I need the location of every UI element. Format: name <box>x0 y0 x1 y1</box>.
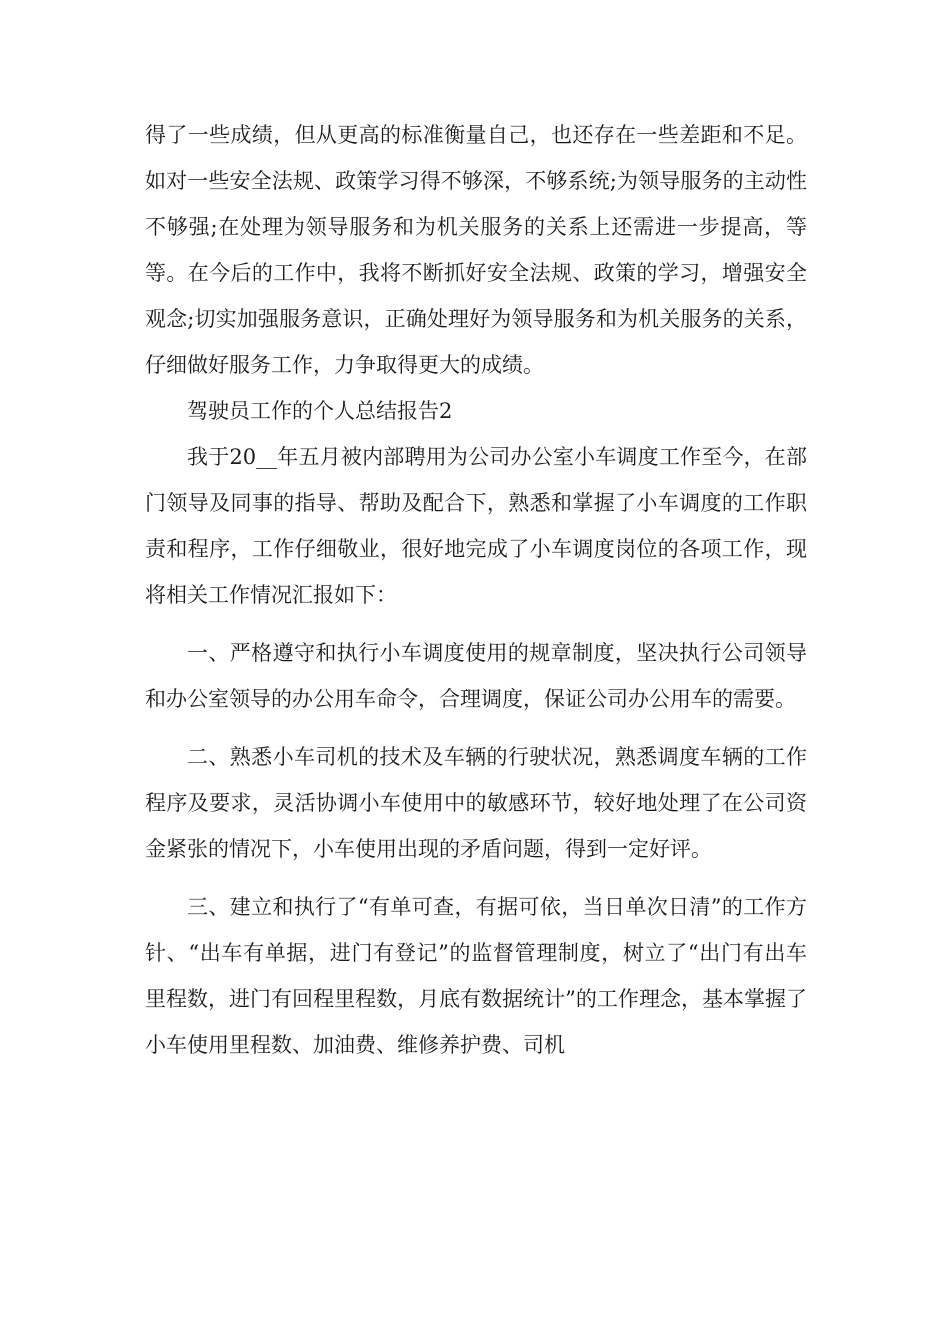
paragraph-item-1: 一、严格遵守和执行小车调度使用的规章制度，坚决执行公司领导和办公室领导的办公用车命令，合理调度，保证公司办公用车的需要。 <box>145 641 807 711</box>
paragraph-continued: 得了一些成绩，但从更高的标准衡量自己，也还存在一些差距和不足。如对一些安全法规、政策学习得不够深，不够系统;为领导服务的主动性不够强;在处理为领导服务和为机关服务的关系上还需进一步提高，等等。在今后的工作中，我将不断抓好安全法规、政策的学习，增强安全观念;切实加强服务意识，正确处理好为领导服务和为机关服务的关系，仔细做好服务工作，力争取得更大的成绩。 <box>145 123 807 377</box>
paragraph-item-3: 三、建立和执行了“有单可查，有据可依，当日单次日清”的工作方针、“出车有单据，进门有登记”的监督管理制度，树立了“出门有出车里程数，进门有回程里程数，月底有数据统计”的工作理念，基本掌握了小车使用里程数、加油费、维修养护费、司机 <box>145 895 807 1057</box>
section-heading: 驾驶员工作的个人总结报告2 <box>187 399 453 423</box>
paragraph-intro: 我于20__年五月被内部聘用为公司办公室小车调度工作至今，在部门领导及同事的指导、帮助及配合下，熟悉和掌握了小车调度的工作职责和程序，工作仔细敬业，很好地完成了小车调度岗位的各项工作，现将相关工作情况汇报如下： <box>145 445 807 607</box>
document-body <box>145 112 807 1068</box>
paragraph-item-2: 二、熟悉小车司机的技术及车辆的行驶状况，熟悉调度车辆的工作程序及要求，灵活协调小车使用中的敏感环节，较好地处理了在公司资金紧张的情况下，小车使用出现的矛盾问题，得到一定好评。 <box>145 745 807 861</box>
